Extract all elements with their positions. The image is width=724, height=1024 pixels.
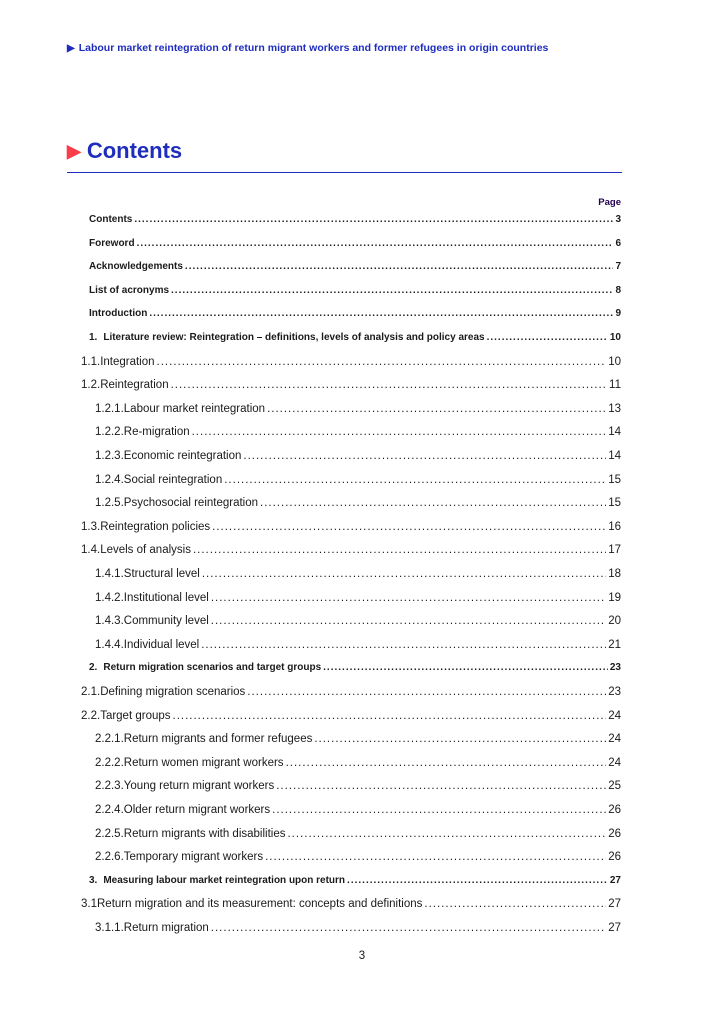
toc-entry[interactable] [95,592,621,604]
toc-dot-leader [192,426,607,438]
toc-entry-title: Return migrants and former refugees [123,733,313,746]
toc-entry[interactable] [95,474,621,486]
toc-entry-number: 2.2.4. [95,804,124,816]
toc-entry-page: 26 [608,827,621,840]
toc-entry-title: Individual level [123,638,200,651]
toc-entry[interactable] [89,214,621,225]
triangle-bullet-icon: ▶ [67,141,81,161]
toc-entry[interactable] [95,733,621,745]
toc-entry-page: 15 [608,473,621,486]
toc-entry-number: 1.4.3. [95,615,124,628]
toc-dot-leader [265,851,606,863]
toc-entry-page: 23 [608,686,621,698]
toc-entry[interactable] [95,615,621,627]
toc-entry-title: Introduction [89,308,148,320]
toc-dot-leader [243,450,606,462]
toc-entry-page: 19 [608,591,621,604]
toc-dot-leader [224,474,606,486]
toc-entry-title: Community level [123,615,209,628]
toc-entry-page: 21 [608,638,621,651]
toc-entry-title: Social reintegration [123,473,223,486]
toc-entry[interactable] [95,757,621,769]
toc-entry-title: Defining migration scenarios [100,686,246,698]
toc-entry[interactable] [95,639,621,651]
toc-dot-leader [287,828,606,840]
toc-entry-number: 2.2.5. [95,827,124,840]
toc-entry[interactable] [95,450,621,462]
toc-dot-leader [202,568,606,580]
toc-entry-page: 10 [609,332,621,343]
toc-dot-leader [286,757,607,769]
toc-entry-page: 17 [608,544,621,557]
toc-entry-number: 1.2.5. [95,497,124,510]
toc-entry-page: 18 [608,568,621,580]
toc-entry[interactable] [89,261,621,272]
triangle-bullet-icon: ▶ [67,43,75,54]
toc-entry-title: List of acronyms [89,284,170,296]
toc-entry-page: 11 [609,379,621,392]
toc-dot-leader [201,639,606,651]
toc-entry[interactable] [89,285,621,296]
toc-entry-page: 9 [615,308,621,320]
toc-entry-page: 7 [615,261,621,273]
toc-entry-number: 1.2.2. [95,426,124,439]
page-number: 3 [358,950,366,962]
toc-entry-number: 3.1 [81,898,97,911]
toc-entry-number: 2.2.1. [95,733,124,746]
toc-entry[interactable] [81,356,621,368]
toc-entry[interactable] [89,332,621,343]
toc-entry-title: Contents [89,214,133,225]
toc-dot-leader [260,497,606,509]
toc-entry-title: Return migration [123,922,209,934]
toc-entry[interactable] [81,544,621,556]
toc-entry-title: Return migrants with disabilities [123,827,286,840]
toc-entry-page: 16 [608,520,621,533]
toc-dot-leader [173,710,607,722]
toc-entry-number: 3. [89,874,98,886]
toc-entry[interactable] [89,308,621,319]
toc-entry[interactable] [95,403,621,415]
toc-entry-title: Target groups [100,709,171,722]
toc-entry[interactable] [95,497,621,509]
toc-entry[interactable] [95,922,621,934]
toc-entry-number: 2.2. [81,709,101,722]
toc-entry[interactable] [95,780,621,792]
toc-dot-leader [134,214,613,225]
toc-dot-leader [211,592,606,604]
toc-entry-page: 27 [608,898,621,911]
toc-entry-page: 24 [608,709,621,722]
toc-entry-title: Structural level [123,568,200,580]
toc-entry[interactable] [95,804,621,816]
toc-entry-title: Return women migrant workers [123,756,284,769]
toc-dot-leader [314,733,606,745]
toc-entry-title: Return migration scenarios and target groups [103,662,322,674]
toc-entry-page: 24 [608,756,621,769]
toc-entry-title: Levels of analysis [100,544,191,557]
toc-entry-page: 15 [608,497,621,510]
toc-entry-page: 3 [615,214,621,225]
toc-entry[interactable] [95,568,621,580]
toc-entry-number: 1.4.4. [95,638,124,651]
toc-entry-page: 6 [615,237,621,249]
toc-entry-number: 2.1. [81,686,101,698]
toc-entry-title: Economic reintegration [123,450,242,462]
toc-entry-title: Labour market reintegration [123,402,266,415]
toc-entry[interactable] [81,379,621,391]
toc-entry-title: Institutional level [123,591,209,604]
toc-entry[interactable] [95,426,621,438]
toc-entry[interactable] [89,875,621,886]
toc-entry-title: Acknowledgements [89,261,183,273]
toc-dot-leader [193,544,606,556]
page-title-text: Contents [86,138,183,163]
toc-entry-title: Temporary migrant workers [123,851,264,864]
toc-entry-number: 2.2.6. [95,851,124,864]
toc-dot-leader [272,804,606,816]
toc-entry[interactable] [81,898,621,910]
toc-entry-page: 27 [609,874,621,886]
toc-dot-leader [157,356,607,368]
toc-entry-page: 20 [608,615,621,628]
toc-entry-number: 1.2.4. [95,473,124,486]
page-column-label: Page [598,197,621,208]
toc-entry-page: 25 [608,780,621,793]
toc-dot-leader [137,238,614,249]
toc-entry-title: Reintegration [100,379,169,392]
toc-entry-page: 14 [608,450,621,462]
toc-entry-title: Young return migrant workers [123,780,275,793]
toc-entry-number: 1.2. [81,379,101,392]
running-header-title: Labour market reintegration of return migrant workers and former refugees in origin countries [78,42,549,54]
toc-entry-title: Older return migrant workers [123,804,271,816]
toc-dot-leader [267,403,606,415]
toc-entry-page: 14 [608,426,621,439]
toc-dot-leader [424,898,606,910]
toc-dot-leader [185,261,614,272]
toc-entry[interactable] [81,686,621,698]
toc-entry-page: 13 [608,402,621,415]
toc-entry-number: 2. [89,662,98,674]
toc-entry-page: 26 [608,851,621,864]
toc-entry-page: 24 [608,733,621,746]
toc-entry-title: Psychosocial reintegration [123,497,259,510]
toc-entry-page: 26 [608,804,621,816]
toc-entry-number: 2.2.3. [95,780,124,793]
toc-entry-page: 27 [608,922,621,934]
toc-dot-leader [171,285,613,296]
page-title [67,138,182,168]
toc-entry-title: Measuring labour market reintegration upon return [103,874,346,886]
toc-entry-title: Reintegration policies [100,520,211,533]
toc-dot-leader [247,686,606,698]
toc-entry-number: 2.2.2. [95,756,124,769]
title-divider [67,172,622,173]
toc-entry-number: 1.1. [81,355,101,368]
toc-entry-page: 8 [615,284,621,296]
toc-dot-leader [347,875,608,886]
toc-entry[interactable] [89,662,621,673]
toc-dot-leader [211,922,606,934]
toc-dot-leader [171,379,607,391]
toc-entry[interactable] [95,828,621,840]
toc-entry-page: 23 [609,662,621,674]
toc-entry[interactable] [95,851,621,863]
toc-dot-leader [211,615,606,627]
toc-entry-number: 1.4.2. [95,591,124,604]
toc-entry-number: 1.3. [81,520,101,533]
running-header [67,42,667,54]
toc-entry-number: 1.2.1. [95,402,124,415]
toc-entry[interactable] [89,238,621,249]
toc-entry-number: 1.4. [81,544,101,557]
toc-dot-leader [149,308,613,319]
toc-entry-number: 1.4.1. [95,568,124,580]
toc-entry-title: Re-migration [123,426,190,439]
toc-entry-title: Literature review: Reintegration – definitions, levels of analysis and policy areas [103,332,485,343]
toc-entry-number: 1. [89,332,98,343]
toc-dot-leader [276,780,606,792]
toc-entry-title: Return migration and its measurement: concepts and definitions [97,898,423,911]
toc-dot-leader [323,662,608,673]
toc-entry-number: 1.2.3. [95,450,124,462]
toc-dot-leader [487,332,608,343]
toc-entry[interactable] [81,521,621,533]
toc-entry-title: Foreword [89,237,135,249]
toc-entry-number: 3.1.1. [95,922,124,934]
toc-dot-leader [212,521,606,533]
toc-entry-page: 10 [608,355,621,368]
toc-entry[interactable] [81,710,621,722]
toc-entry-title: Integration [100,355,155,368]
